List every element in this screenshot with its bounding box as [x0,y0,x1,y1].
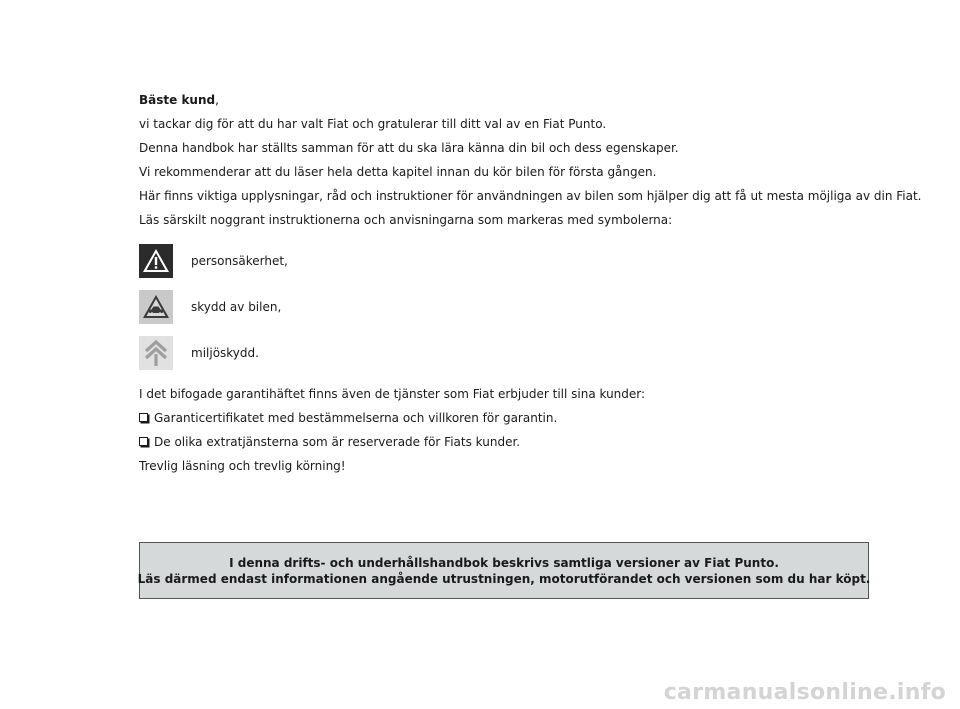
intro-line: Läs särskilt noggrant instruktionerna och anvisningarna som markeras med symbolerna: [139,213,673,227]
notice-box [139,542,869,599]
warranty-intro: I det bifogade garantihäftet finns även de tjänster som Fiat erbjuder till sina kunder: [139,387,646,401]
symbol-label: skydd av bilen, [191,300,282,314]
intro-line: Vi rekommenderar att du läser hela detta kapitel innan du kör bilen för första gången. [139,165,657,179]
salutation-name: Bäste kund [139,93,216,107]
symbol-label: miljöskydd. [191,346,259,360]
checkbox-bullet-icon [139,413,148,422]
closing-line: Trevlig läsning och trevlig körning! [139,459,346,473]
intro-section [139,88,922,478]
intro-line: Här finns viktiga upplysningar, råd och instruktioner för användningen av bilen som hjälper dig att få ut mesta möjliga av din Fiat. [139,189,922,203]
checkbox-bullet-icon [139,437,148,446]
warranty-item-text: Garanticertifikatet med bestämmelserna och villkoren för garantin. [154,411,558,425]
symbol-row-environment [139,330,879,376]
warning-triangle-icon [139,244,173,278]
symbol-label: personsäkerhet, [191,254,288,268]
intro-line: vi tackar dig för att du har valt Fiat och gratulerar till ditt val av en Fiat Punto. [139,117,607,131]
watermark: carmanualsonline.info [663,680,946,705]
notice-line: I denna drifts- och underhållshandbok beskrivs samtliga versioner av Fiat Punto. [229,555,779,570]
intro-line: Denna handbok har ställts samman för att du ska lära känna din bil och dess egenskaper. [139,141,679,155]
car-triangle-icon [139,290,173,324]
warranty-item-text: De olika extratjänsterna som är reserverade för Fiats kunder. [154,435,521,449]
notice-line: Läs därmed endast informationen angående utrustningen, motorutförandet och versionen som du har köpt. [137,571,871,586]
warranty-item [139,406,879,430]
warranty-section [139,382,879,478]
symbol-row-car-protection [139,284,879,330]
salutation [139,88,879,112]
symbol-row-personal-safety [139,238,879,284]
symbol-list [139,238,879,376]
environment-chevron-icon [139,336,173,370]
salutation-comma: , [215,93,219,107]
warranty-item [139,430,879,454]
